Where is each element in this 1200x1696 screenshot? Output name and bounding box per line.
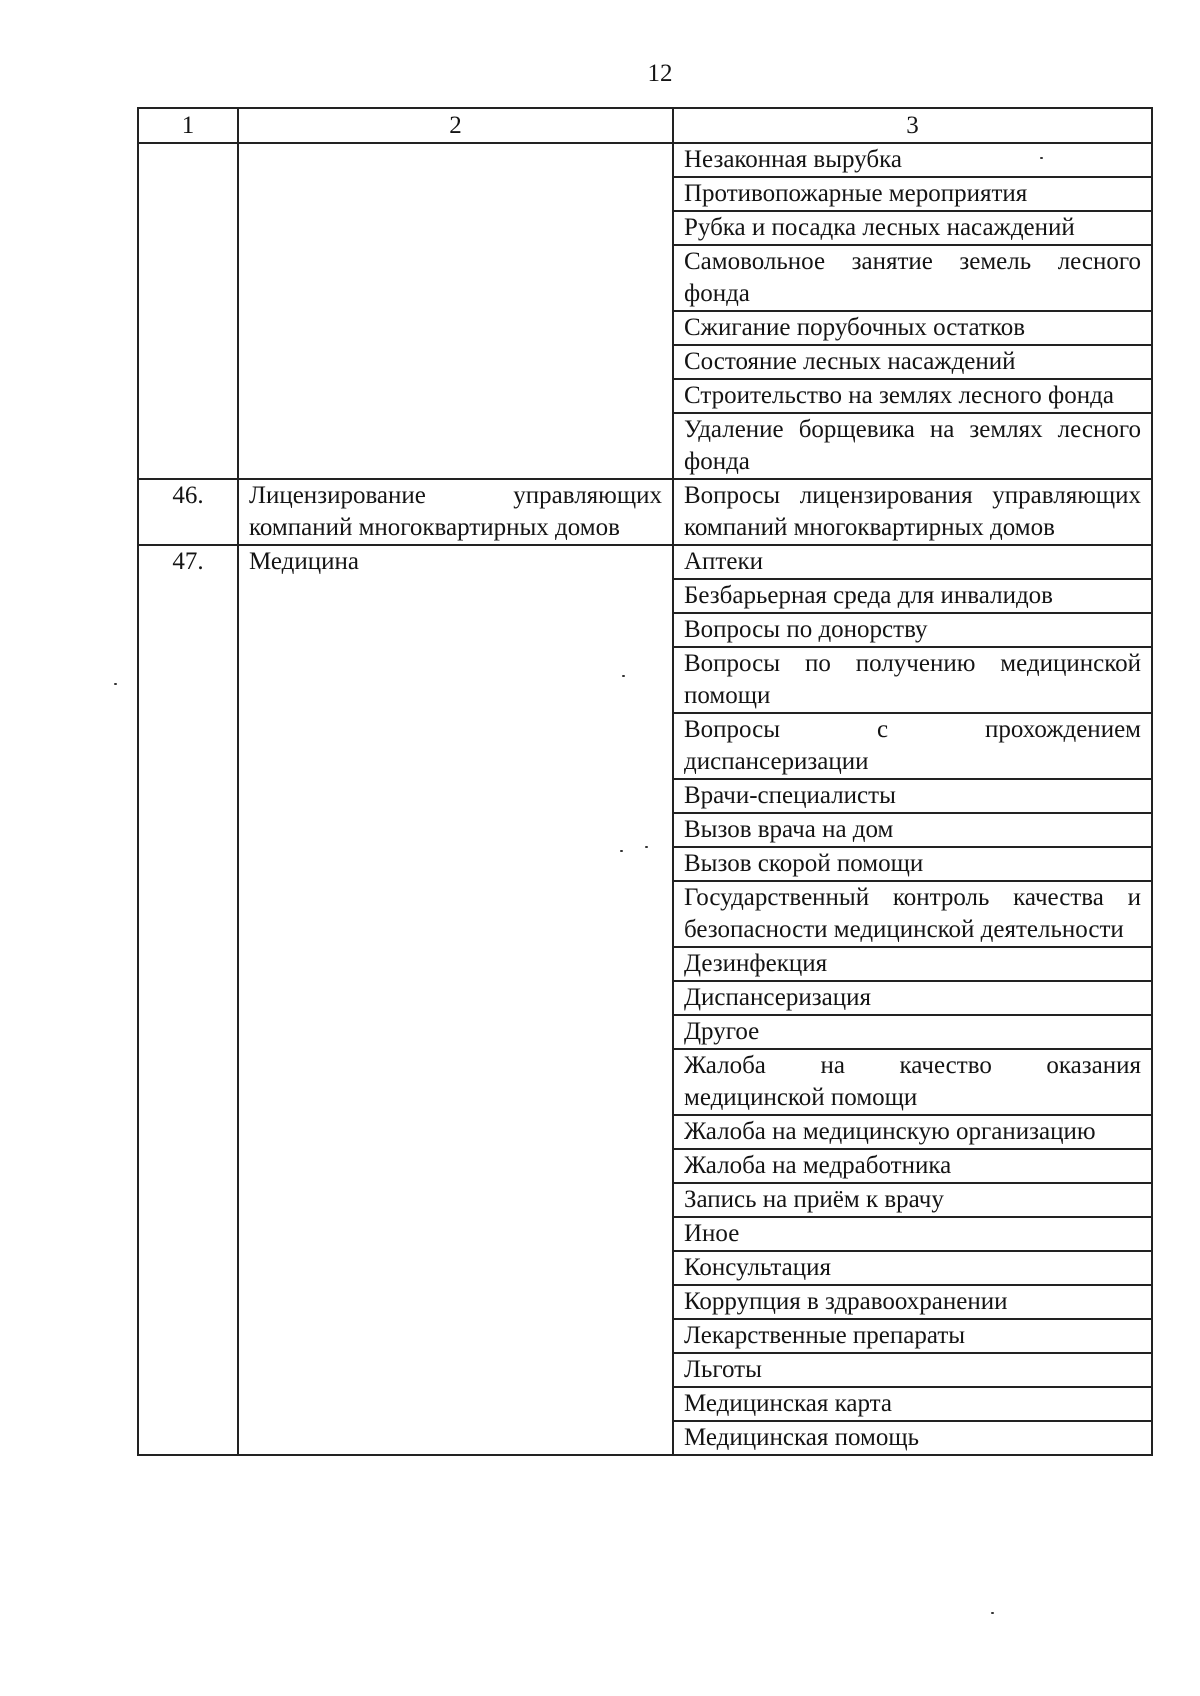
subtopic-cell: Консультация [673,1251,1152,1285]
table-row [138,143,1152,177]
subtopic-cell: Незаконная вырубка [673,143,1152,177]
section-title: Лицензирование управляющих компаний многоквартирных домов [238,479,673,545]
subtopic-cell: Аптеки [673,545,1152,579]
subtopic-cell: Вызов врача на дом [673,813,1152,847]
subtopic-cell: Коррупция в здравоохранении [673,1285,1152,1319]
subtopic-cell: Иное [673,1217,1152,1251]
subtopic-cell: Строительство на землях лесного фонда [673,379,1152,413]
subtopic-cell: Рубка и посадка лесных насаждений [673,211,1152,245]
subtopic-cell: Дезинфекция [673,947,1152,981]
subtopic-cell: Жалоба на качество оказания медицинской помощи [673,1049,1152,1115]
scan-speck [620,850,623,852]
header-col-1: 1 [138,108,238,143]
subtopic-cell: Государственный контроль качества и безопасности медицинской деятельности [673,881,1152,947]
subtopic-cell: Жалоба на медработника [673,1149,1152,1183]
subtopic-cell: Лекарственные препараты [673,1319,1152,1353]
header-col-3: 3 [673,108,1152,143]
subtopic-cell: Медицинская карта [673,1387,1152,1421]
table-row [138,479,1152,545]
section-title: Медицина [238,545,673,1455]
section-number: 47. [138,545,238,1455]
scan-speck [645,846,648,848]
scan-speck [114,683,117,685]
scan-speck [622,675,625,677]
subtopic-cell: Врачи-специалисты [673,779,1152,813]
subtopic-cell: Диспансеризация [673,981,1152,1015]
scan-speck [991,1612,994,1614]
header-row [138,108,1152,143]
subtopic-cell: Состояние лесных насаждений [673,345,1152,379]
subtopic-cell: Медицинская помощь [673,1421,1152,1455]
subtopic-cell: Противопожарные мероприятия [673,177,1152,211]
subtopic-cell: Сжигание порубочных остатков [673,311,1152,345]
section-number: 46. [138,479,238,545]
topics-table [137,107,1153,1456]
subtopic-cell: Вопросы лицензирования управляющих компаний многоквартирных домов [673,479,1152,545]
scan-speck [1040,157,1043,159]
subtopic-cell: Вопросы по донорству [673,613,1152,647]
subtopic-cell: Вопросы по получению медицинской помощи [673,647,1152,713]
section-title-cell [238,143,673,479]
table-row [138,545,1152,579]
subtopic-cell: Вопросы с прохождением диспансеризации [673,713,1152,779]
subtopic-cell: Удаление борщевика на землях лесного фонда [673,413,1152,479]
subtopic-cell: Другое [673,1015,1152,1049]
subtopic-cell: Запись на приём к врачу [673,1183,1152,1217]
header-col-2: 2 [238,108,673,143]
subtopic-cell: Самовольное занятие земель лесного фонда [673,245,1152,311]
subtopic-cell: Вызов скорой помощи [673,847,1152,881]
subtopic-cell: Безбарьерная среда для инвалидов [673,579,1152,613]
subtopic-cell: Льготы [673,1353,1152,1387]
subtopic-cell: Жалоба на медицинскую организацию [673,1115,1152,1149]
row-number-cell [138,143,238,479]
page-number: 12 [647,60,673,87]
